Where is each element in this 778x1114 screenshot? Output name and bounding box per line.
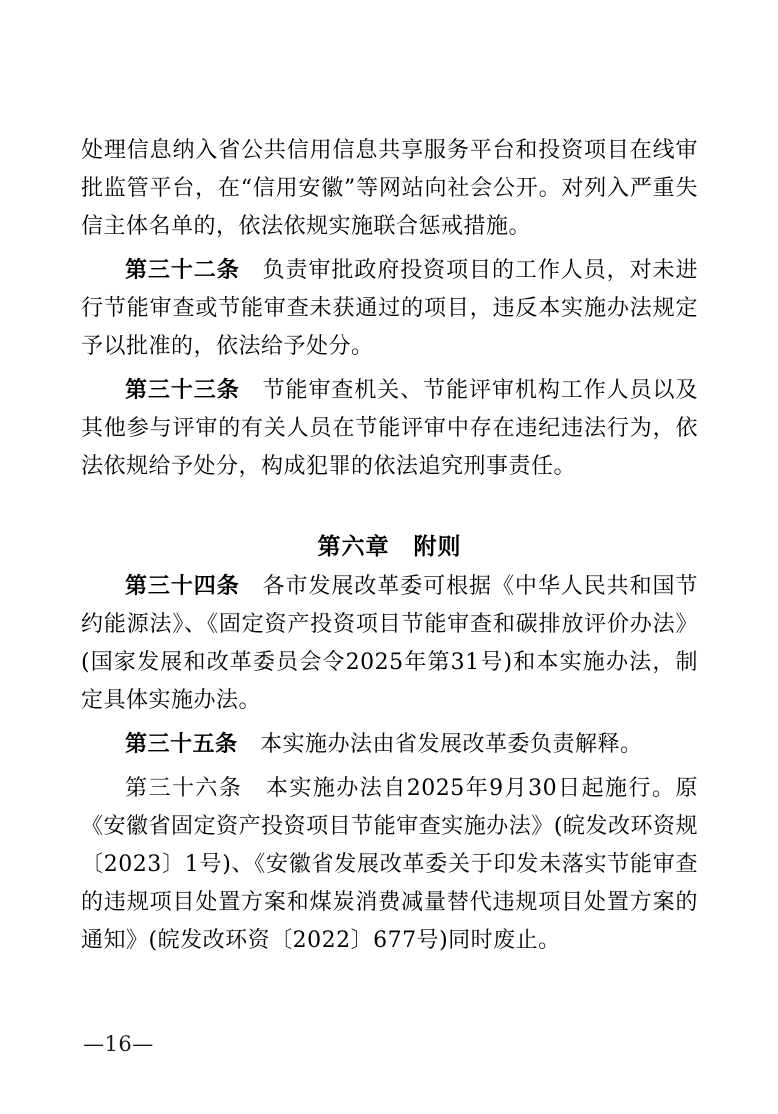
article-text: 负责审批政府投资项目的工作人员，对未进行节能审查或节能审查未获通过的项目，违反本实施办法规定予以批准的，依法给予处分。 bbox=[81, 258, 698, 359]
article-paragraph bbox=[81, 770, 698, 960]
article-paragraph bbox=[81, 726, 698, 764]
article-paragraph bbox=[81, 132, 698, 246]
article-paragraph bbox=[81, 372, 698, 486]
page-number: —16— bbox=[83, 1032, 154, 1056]
article-number: 第三十四条 bbox=[125, 574, 240, 599]
article-text: 第三十六条 本实施办法自2025年9月30日起施行。原《安徽省固定资产投资项目节能审查实施办法》(皖发改环资规〔2023〕1号)、《安徽省发展改革委关于印发未落实节能审查的违规项目处置方案和煤炭消费减量替代违规项目处置方案的通知》(皖发改环资〔2022〕677号)同时废止。 bbox=[81, 776, 698, 953]
article-text: 处理信息纳入省公共信用信息共享服务平台和投资项目在线审批监管平台，在“信用安徽”等网站向社会公开。对列入严重失信主体名单的，依法依规实施联合惩戒措施。 bbox=[81, 138, 698, 239]
article-text: 本实施办法由省发展改革委负责解释。 bbox=[237, 732, 643, 757]
article-number: 第三十二条 bbox=[125, 258, 240, 283]
article-paragraph bbox=[81, 568, 698, 720]
article-paragraph bbox=[81, 252, 698, 366]
document-body bbox=[81, 132, 698, 966]
article-number: 第三十三条 bbox=[125, 378, 240, 403]
article-text: 节能审查机关、节能评审机构工作人员以及其他参与评审的有关人员在节能评审中存在违纪违法行为，依法依规给予处分，构成犯罪的依法追究刑事责任。 bbox=[81, 378, 698, 479]
chapter-heading: 第六章 附则 bbox=[317, 534, 462, 560]
article-text: 各市发展改革委可根据《中华人民共和国节约能源法》、《固定资产投资项目节能审查和碳排放评价办法》(国家发展和改革委员会令2025年第31号)和本实施办法，制定具体实施办法。 bbox=[81, 574, 698, 713]
article-number: 第三十五条 bbox=[125, 732, 238, 757]
